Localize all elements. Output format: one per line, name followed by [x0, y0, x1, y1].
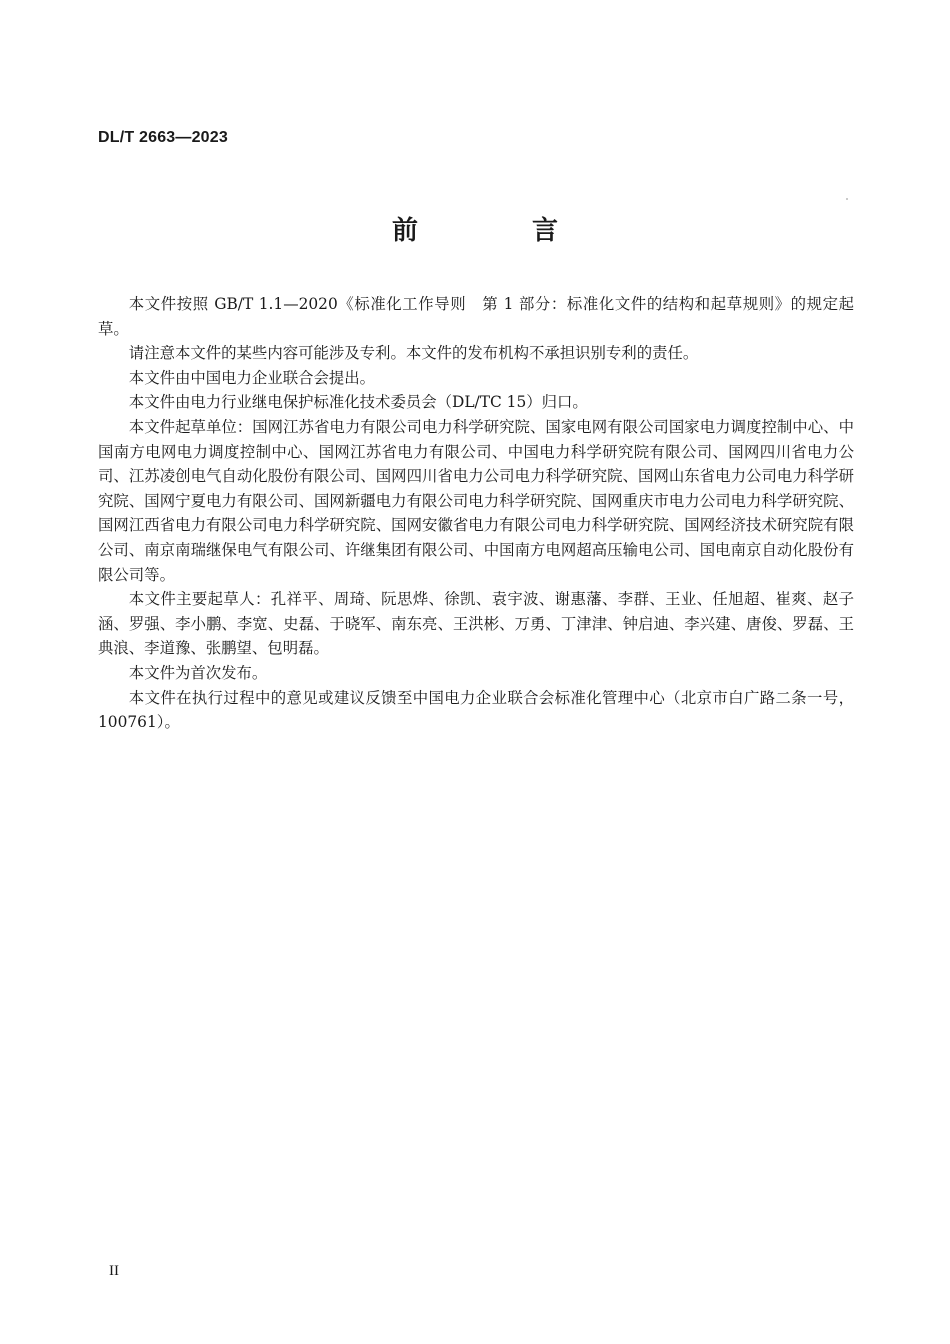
paragraph-feedback: 本文件在执行过程中的意见或建议反馈至中国电力企业联合会标准化管理中心（北京市白广路二条一号，100761）。 [98, 688, 854, 732]
page-number: II [109, 1263, 119, 1279]
page-title: 前 言 [391, 216, 602, 246]
scan-speck [846, 198, 848, 200]
paragraph-drafting-units: 本文件起草单位：国网江苏省电力有限公司电力科学研究院、国家电网有限公司国家电力调度控制中心、中国南方电网电力调度控制中心、国网江苏省电力有限公司、中国电力科学研究院有限公司、国网四川省电力公司、江苏凌创电气自动化股份有限公司、国网四川省电力公司电力科学研究院、国网山东省电力公司电力科学研究院、国网宁夏电力有限公司、国网新疆电力有限公司电力科学研究院、国网重庆市电力公司电力科学研究院、国网江西省电力有限公司电力科学研究院、国网安徽省电力有限公司电力科学研究院、国网经济技术研究院有限公司、南京南瑞继保电气有限公司、许继集团有限公司、中国南方电网超高压输电公司、国电南京自动化股份有限公司等。 [98, 417, 854, 584]
document-body [98, 292, 854, 735]
paragraph-committee: 本文件由电力行业继电保护标准化技术委员会（DL/TC 15）归口。 [128, 393, 588, 412]
paragraph-drafting-basis: 本文件按照 GB/T 1.1—2020《标准化工作导则 第 1 部分：标准化文件的结构和起草规则》的规定起草。 [98, 295, 854, 338]
paragraph-patent-notice: 请注意本文件的某些内容可能涉及专利。本文件的发布机构不承担识别专利的责任。 [128, 344, 699, 363]
paragraph-proposer: 本文件由中国电力企业联合会提出。 [128, 368, 376, 387]
paragraph-drafters: 本文件主要起草人：孔祥平、周琦、阮思烨、徐凯、袁宇波、谢惠藩、李群、王业、任旭超、崔爽、赵子涵、罗强、李小鹏、李宽、史磊、于晓军、南东亮、王洪彬、万勇、丁津津、钟启迪、李兴建、唐俊、罗磊、王典浪、李道豫、张鹏望、包明磊。 [98, 590, 854, 658]
paragraph-first-release: 本文件为首次发布。 [128, 663, 268, 682]
document-code: DL/T 2663—2023 [98, 129, 228, 146]
